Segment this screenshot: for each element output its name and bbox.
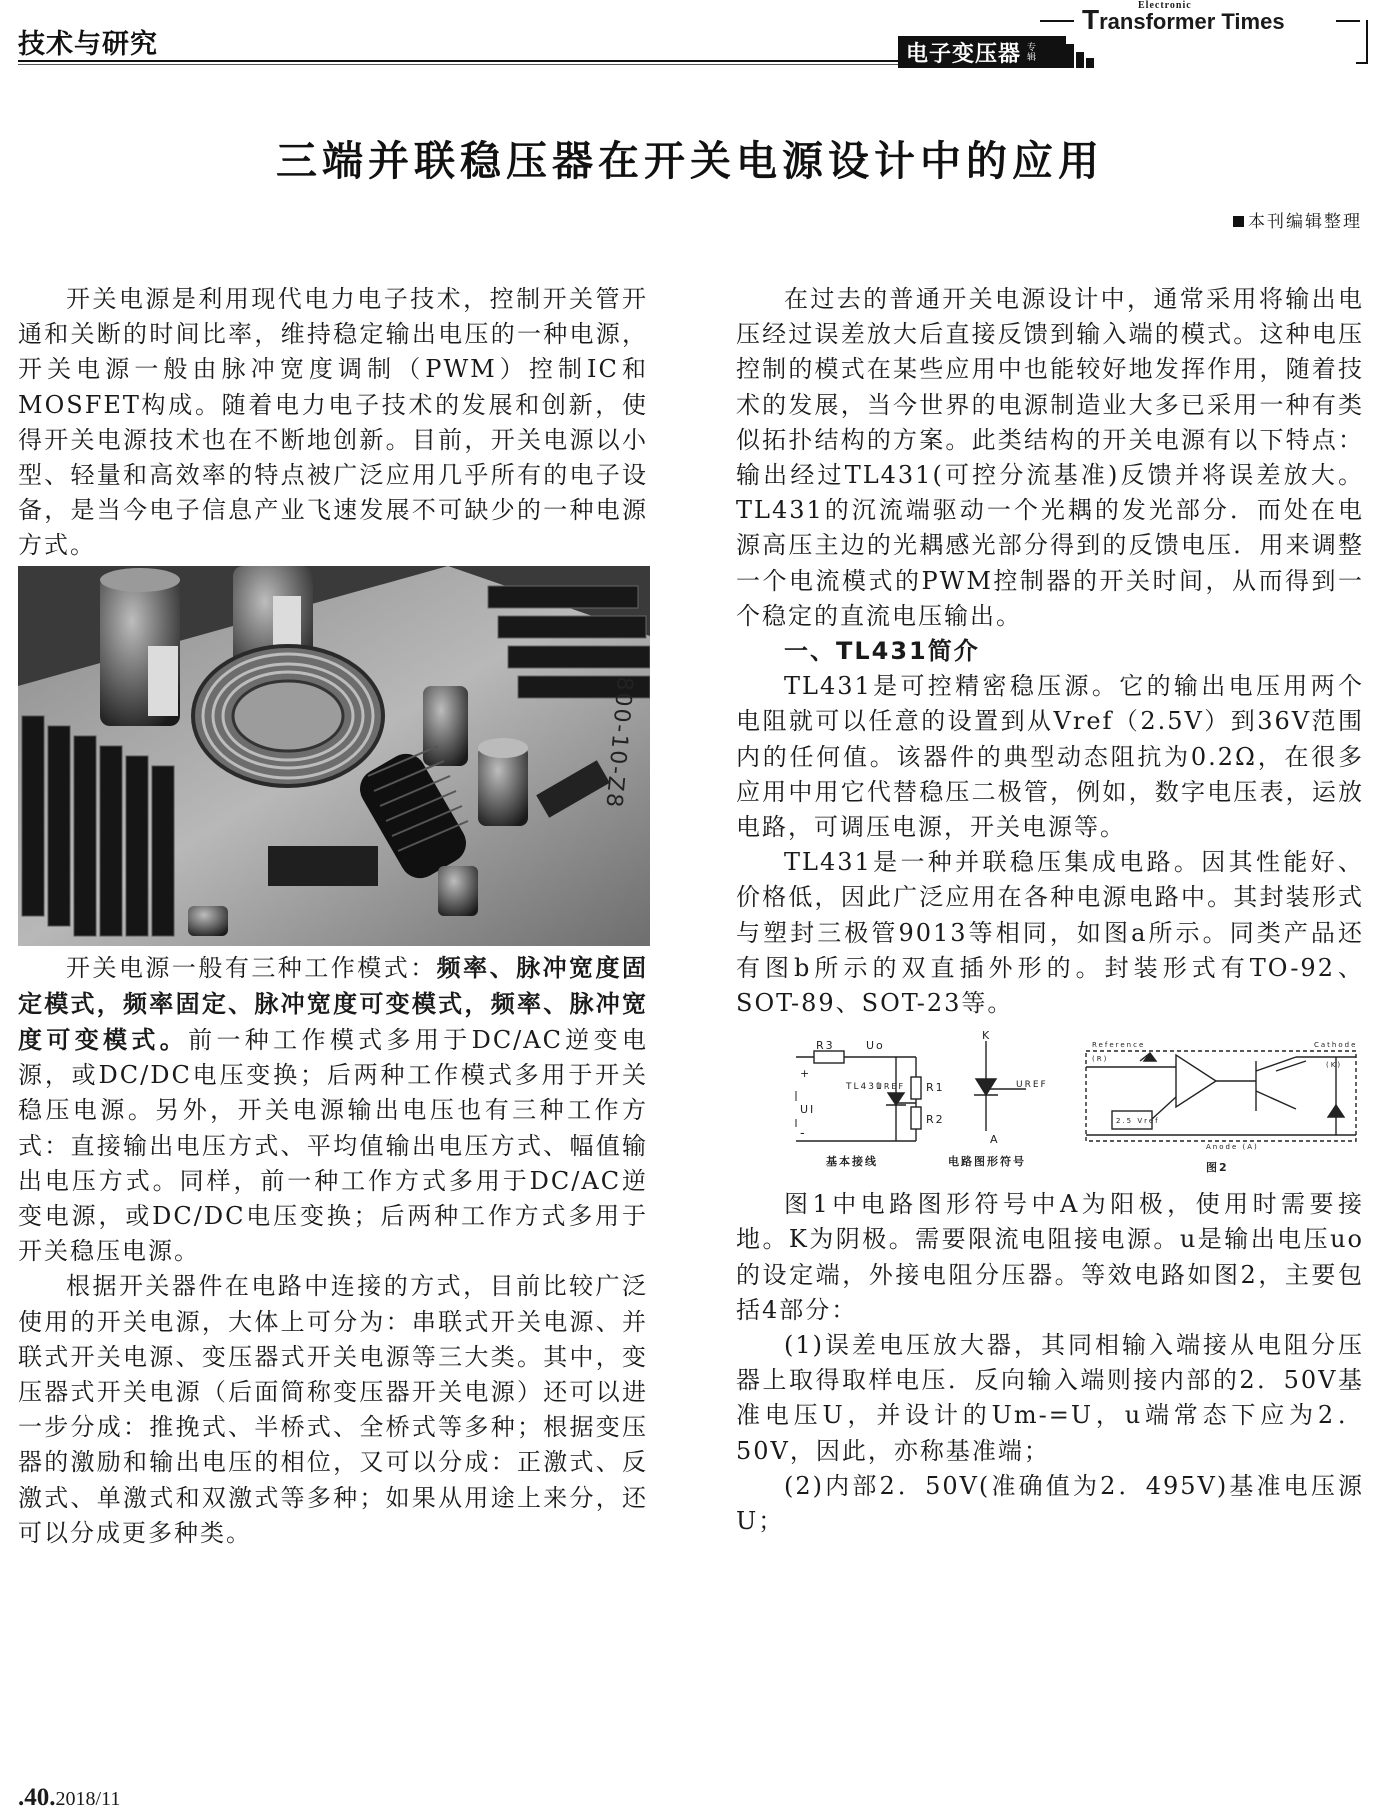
brand-dash-left <box>1040 20 1074 22</box>
plus-sign: + <box>800 1067 812 1081</box>
brand-bracket <box>1356 20 1368 64</box>
brand-title-initial: T <box>1082 4 1100 35</box>
brand-title <box>1082 4 1285 36</box>
issue-date: 2018/11 <box>55 1788 121 1810</box>
header-rule <box>18 60 898 62</box>
right-paragraph-3: TL431是一种并联稳压集成电路。因其性能好、价格低，因此广泛应用在各种电源电路中。其封装形式与塑封三极管9013等相同，如图a所示。同类产品还有图b所示的双直插外形的。封装形式有TO-92、SOT-89、SOT-23等。 <box>736 848 1364 1018</box>
right-paragraph-2: TL431是可控精密稳压源。它的输出电压用两个电阻就可以任意的设置到从Vref（2.5V）到36V范围内的任何值。该器件的典型动态阻抗为0.2Ω，在很多应用中用它代替稳压二极管，例如，数字电压表，运放电路，可调压电源，开关电源等。 <box>736 672 1364 842</box>
equivalent-circuit-diagram <box>1086 1041 1357 1174</box>
r1-label: R1 <box>926 1081 945 1095</box>
left-paragraph-2 <box>18 950 648 1270</box>
r2-label: R2 <box>926 1113 945 1127</box>
brand-small-text: Electronic <box>1138 0 1192 11</box>
tl431-figures <box>736 1031 1364 1179</box>
right-paragraph-4: 图1中电路图形符号中A为阳极，使用时需要接地。K为阴极。需要限流电阻接电源。u是输出电压uo的设定端，外接电阻分压器。等效电路如图2，主要包括4部分： <box>736 1190 1364 1324</box>
anode-label: Anode (A) <box>1206 1143 1259 1152</box>
byline-square-icon <box>1233 216 1244 227</box>
tl431-label: TL431 <box>846 1082 884 1093</box>
brand-title-rest: ransformer Times <box>1099 9 1285 34</box>
modes-rest: 前一种工作模式多用于DC/AC逆变电源，或DC/DC电压变换；后两种工作模式多用于开关稳压电源。另外，开关电源输出电压也有三种工作方式：直接输出电压方式、平均值输出电压方式、幅值输出电压方式。同样，前一种工作方式多用于DC/AC逆变电源，或DC/DC电压变换；后两种工作方式多用于开关稳压电源。 <box>18 1026 649 1266</box>
page-number: .40. <box>18 1784 56 1811</box>
k-label: K <box>982 1031 992 1043</box>
basic-wiring-diagram <box>796 1039 945 1168</box>
ui-label: UI <box>800 1103 816 1117</box>
board-marking-text: 800-10-Z8 <box>600 675 637 810</box>
vref-box-label: 2.5 Vref <box>1116 1117 1160 1126</box>
page-footer <box>18 1784 120 1812</box>
section-title: 技术与研究 <box>18 29 158 60</box>
cathode-k-label: (K) <box>1326 1061 1343 1070</box>
uref-label-1: UREF <box>876 1082 906 1092</box>
uo-label: Uo <box>866 1039 885 1053</box>
magazine-brand <box>1040 0 1360 60</box>
article-title: 三端并联稳压器在开关电源设计中的应用 <box>276 137 1104 185</box>
minus-sign: - <box>800 1126 807 1142</box>
circuit-board-photo <box>18 566 650 946</box>
right-column <box>736 282 1364 1539</box>
reference-r-label: (R) <box>1092 1055 1109 1064</box>
right-paragraph-6: (2)内部2．50V(准确值为2．495V)基准电压源U； <box>736 1471 1364 1536</box>
symbol-label: 电路图形符号 <box>948 1155 1026 1169</box>
a-label: A <box>990 1133 1000 1147</box>
reference-label: Reference <box>1092 1041 1146 1050</box>
byline-text: 本刊编辑整理 <box>1248 212 1362 232</box>
left-paragraph-1: 开关电源是利用现代电力电子技术，控制开关管开通和关断的时间比率，维持稳定输出电压的一种电源，开关电源一般由脉冲宽度调制（PWM）控制IC和MOSFET构成。随着电力电子技术的发展和创新，使得开关电源技术也在不断地创新。目前，开关电源以小型、轻量和高效率的特点被广泛应用几乎所有的电子设备，是当今电子信息产业飞速发展不可缺少的一种电源方式。 <box>18 285 648 560</box>
cathode-label: Cathode <box>1314 1041 1358 1050</box>
r3-label: R3 <box>816 1039 835 1053</box>
fig2-caption: 图2 <box>1206 1161 1229 1175</box>
left-column <box>18 282 648 1551</box>
right-paragraph-1: 在过去的普通开关电源设计中，通常采用将输出电压经过误差放大后直接反馈到输入端的模式。这种电压控制的模式在某些应用中也能较好地发挥作用，随着技术的发展，当今世界的电源制造业大多已采用一种有类似拓扑结构的方案。此类结构的开关电源有以下特点：输出经过TL431(可控分流基准)反馈并将误差放大。TL431的沉流端驱动一个光耦的发光部分．而处在电源高压主边的光耦感光部分得到的反馈电压．用来调整一个电流模式的PWM控制器的开关时间，从而得到一个稳定的直流电压输出。 <box>736 285 1364 630</box>
basic-wiring-label: 基本接线 <box>826 1155 878 1169</box>
left-paragraph-3: 根据开关器件在电路中连接的方式，目前比较广泛使用的开关电源，大体上可分为：串联式开关电源、并联式开关电源、变压器式开关电源等三大类。其中，变压器式开关电源（后面简称变压器开关电源）还可以进一步分成：推挽式、半桥式、全桥式等多种；根据变压器的激励和输出电压的相位，又可以分成：正激式、反激式、单激式和双激式等多种；如果从用途上来分，还可以分成更多种类。 <box>18 1272 648 1547</box>
right-paragraph-5: (1)误差电压放大器，其同相输入端接从电阻分压器上取得取样电压．反向输入端则接内部的2．50V基准电压U，并设计的Um-=U，u端常态下应为2．50V，因此，亦称基准端； <box>736 1331 1364 1465</box>
modes-bold: 频率、脉冲宽度固定模式，频率固定、脉冲宽度可变模式，频率、脉冲宽度可变模式。 <box>18 952 649 1055</box>
circuit-symbol-diagram <box>886 1031 1048 1179</box>
byline <box>1233 207 1362 232</box>
header-rule-thin <box>18 64 898 65</box>
section-heading-tl431: 一、TL431简介 <box>784 637 980 666</box>
modes-lead: 开关电源一般有三种工作模式： <box>66 953 437 982</box>
uref-label-2: UREF <box>1016 1080 1048 1091</box>
magazine-badge-label: 电子变压器 <box>906 41 1022 67</box>
magazine-badge-sub: 专辑 <box>1025 42 1036 62</box>
